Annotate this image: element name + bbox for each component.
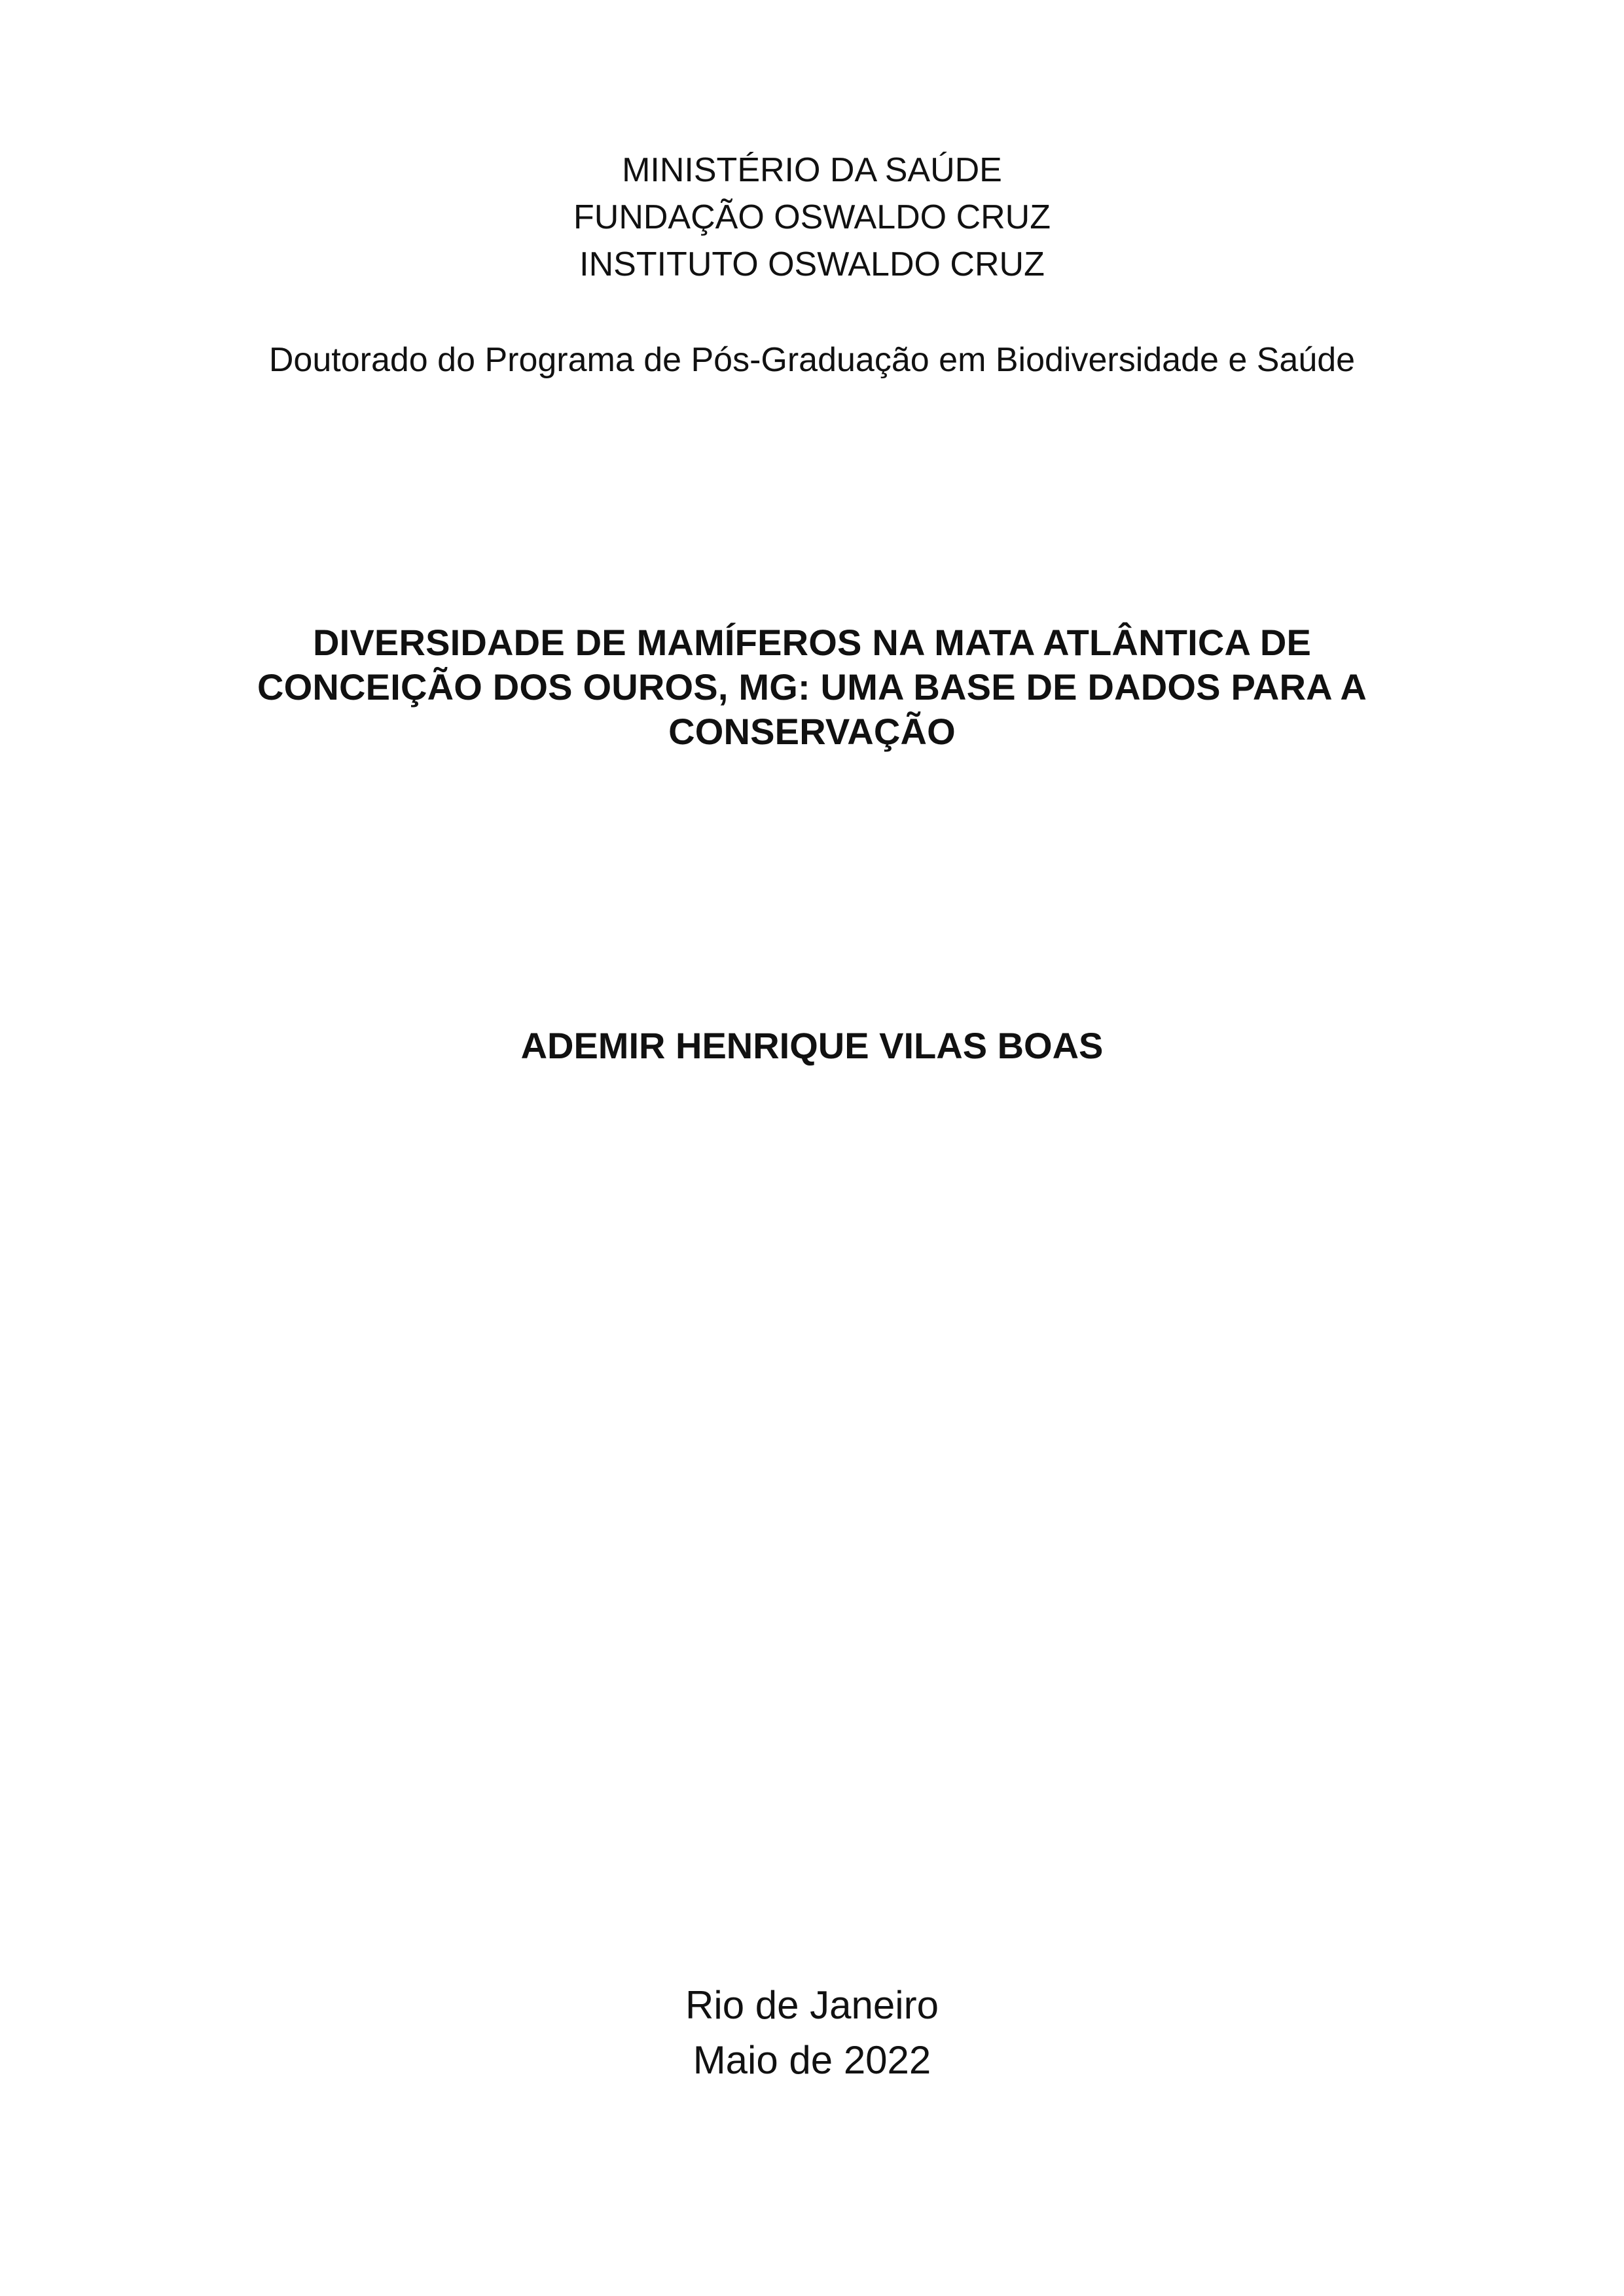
ministry-name: MINISTÉRIO DA SAÚDE <box>622 151 1002 189</box>
thesis-title-line: CONSERVAÇÃO <box>668 711 956 752</box>
foundation-name: FUNDAÇÃO OSWALDO CRUZ <box>573 198 1051 236</box>
program-name: Doutorado do Programa de Pós-Graduação em Biodiversidade e Saúde <box>268 341 1356 379</box>
thesis-title-line: CONCEIÇÃO DOS OUROS, MG: UMA BASE DE DADOS PARA A <box>257 666 1367 708</box>
institution-header <box>0 147 1624 288</box>
date: Maio de 2022 <box>693 2038 931 2082</box>
thesis-title <box>196 620 1428 754</box>
city: Rio de Janeiro <box>685 1983 939 2027</box>
author-name: ADEMIR HENRIQUE VILAS BOAS <box>520 1025 1104 1066</box>
place-and-date <box>0 1978 1624 2088</box>
thesis-title-line: DIVERSIDADE DE MAMÍFEROS NA MATA ATLÂNTICA DE <box>312 622 1312 663</box>
institute-name: INSTITUTO OSWALDO CRUZ <box>579 245 1045 283</box>
